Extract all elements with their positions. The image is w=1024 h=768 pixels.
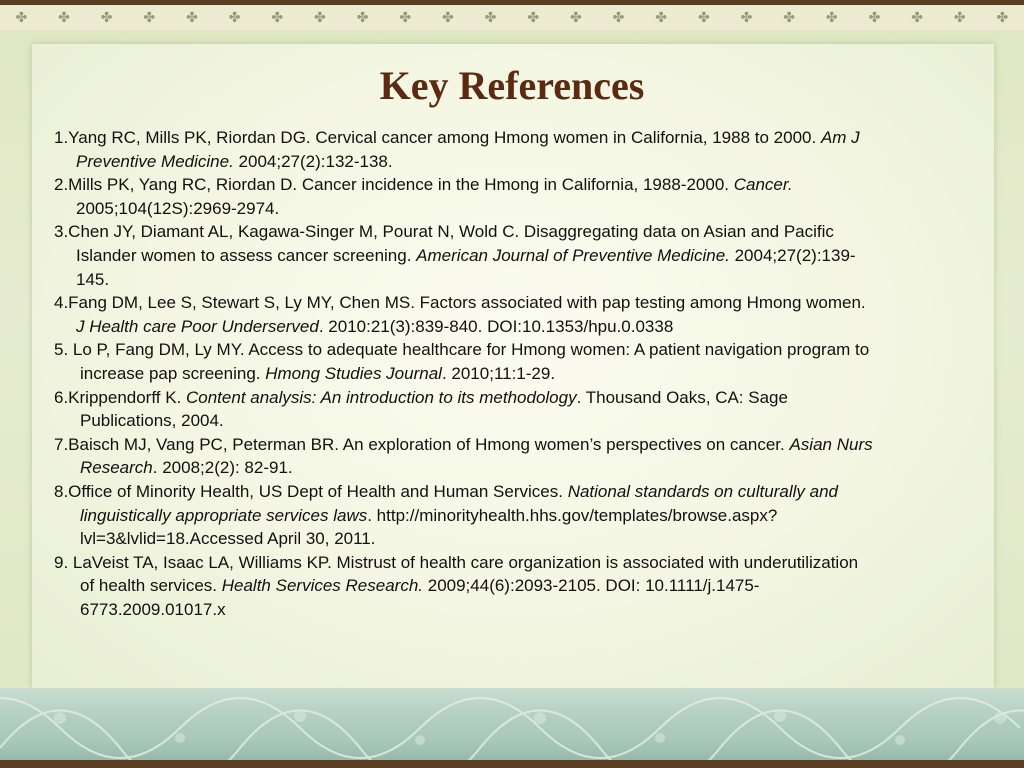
reference-item: 1.Yang RC, Mills PK, Riordan DG. Cervical cancer among Hmong women in California, 1988 to 2000. Am J Preventive Medicine. 2004;27(2):132-138.: [54, 128, 860, 171]
references-list: [54, 126, 874, 621]
bottom-decorative-band: [0, 688, 1024, 768]
top-ornament-row: ✤ ✤ ✤ ✤ ✤ ✤ ✤ ✤ ✤ ✤ ✤ ✤ ✤ ✤ ✤ ✤ ✤ ✤ ✤ ✤ ✤ ✤ ✤ ✤: [15, 10, 1009, 26]
reference-item: 3.Chen JY, Diamant AL, Kagawa-Singer M, Pourat N, Wold C. Disaggregating data on Asian and Pacific Islander women to assess cancer screening. American Journal of Preventive Medicine. 2004;27(2):139-145.: [54, 222, 856, 289]
reference-item: 7.Baisch MJ, Vang PC, Peterman BR. An exploration of Hmong women’s perspectives on cancer. Asian Nurs Research. 2008;2(2): 82-91.: [54, 434, 873, 478]
reference-item: 6.Krippendorff K. Content analysis: An introduction to its methodology. Thousand Oaks, CA: Sage Publications, 2004.: [54, 387, 788, 431]
reference-item: 8.Office of Minority Health, US Dept of Health and Human Services. National standards on culturally and linguistically appropriate services laws. http://minorityhealth.hhs.gov/templates/browse.aspx?lvl=3&lvlid=18.Accessed April 30, 2011.: [54, 481, 838, 549]
slide-title: Key References: [379, 63, 645, 108]
bottom-edge-border: [0, 760, 1024, 768]
reference-item: 2.Mills PK, Yang RC, Riordan D. Cancer incidence in the Hmong in California, 1988-2000. Cancer. 2005;104(12S):2969-2974.: [54, 175, 793, 218]
reference-item: 5. Lo P, Fang DM, Ly MY. Access to adequate healthcare for Hmong women: A patient navigation program to increase pap screening. Hmong Studies Journal. 2010;11:1-29.: [54, 340, 870, 383]
bottom-swirl-pattern: [0, 688, 1024, 768]
reference-item: 4.Fang DM, Lee S, Stewart S, Ly MY, Chen MS. Factors associated with pap testing among Hmong women. J Health care Poor Underserved. 2010:21(3):839-840. DOI:10.1353/hpu.0.0338: [54, 293, 866, 336]
reference-item: 9. LaVeist TA, Isaac LA, Williams KP. Mistrust of health care organization is associated with underutilization of health services. Health Services Research. 2009;44(6):2093-2105. DOI: 10.1111/j.1475-6773.2009.01017.x: [54, 552, 859, 619]
